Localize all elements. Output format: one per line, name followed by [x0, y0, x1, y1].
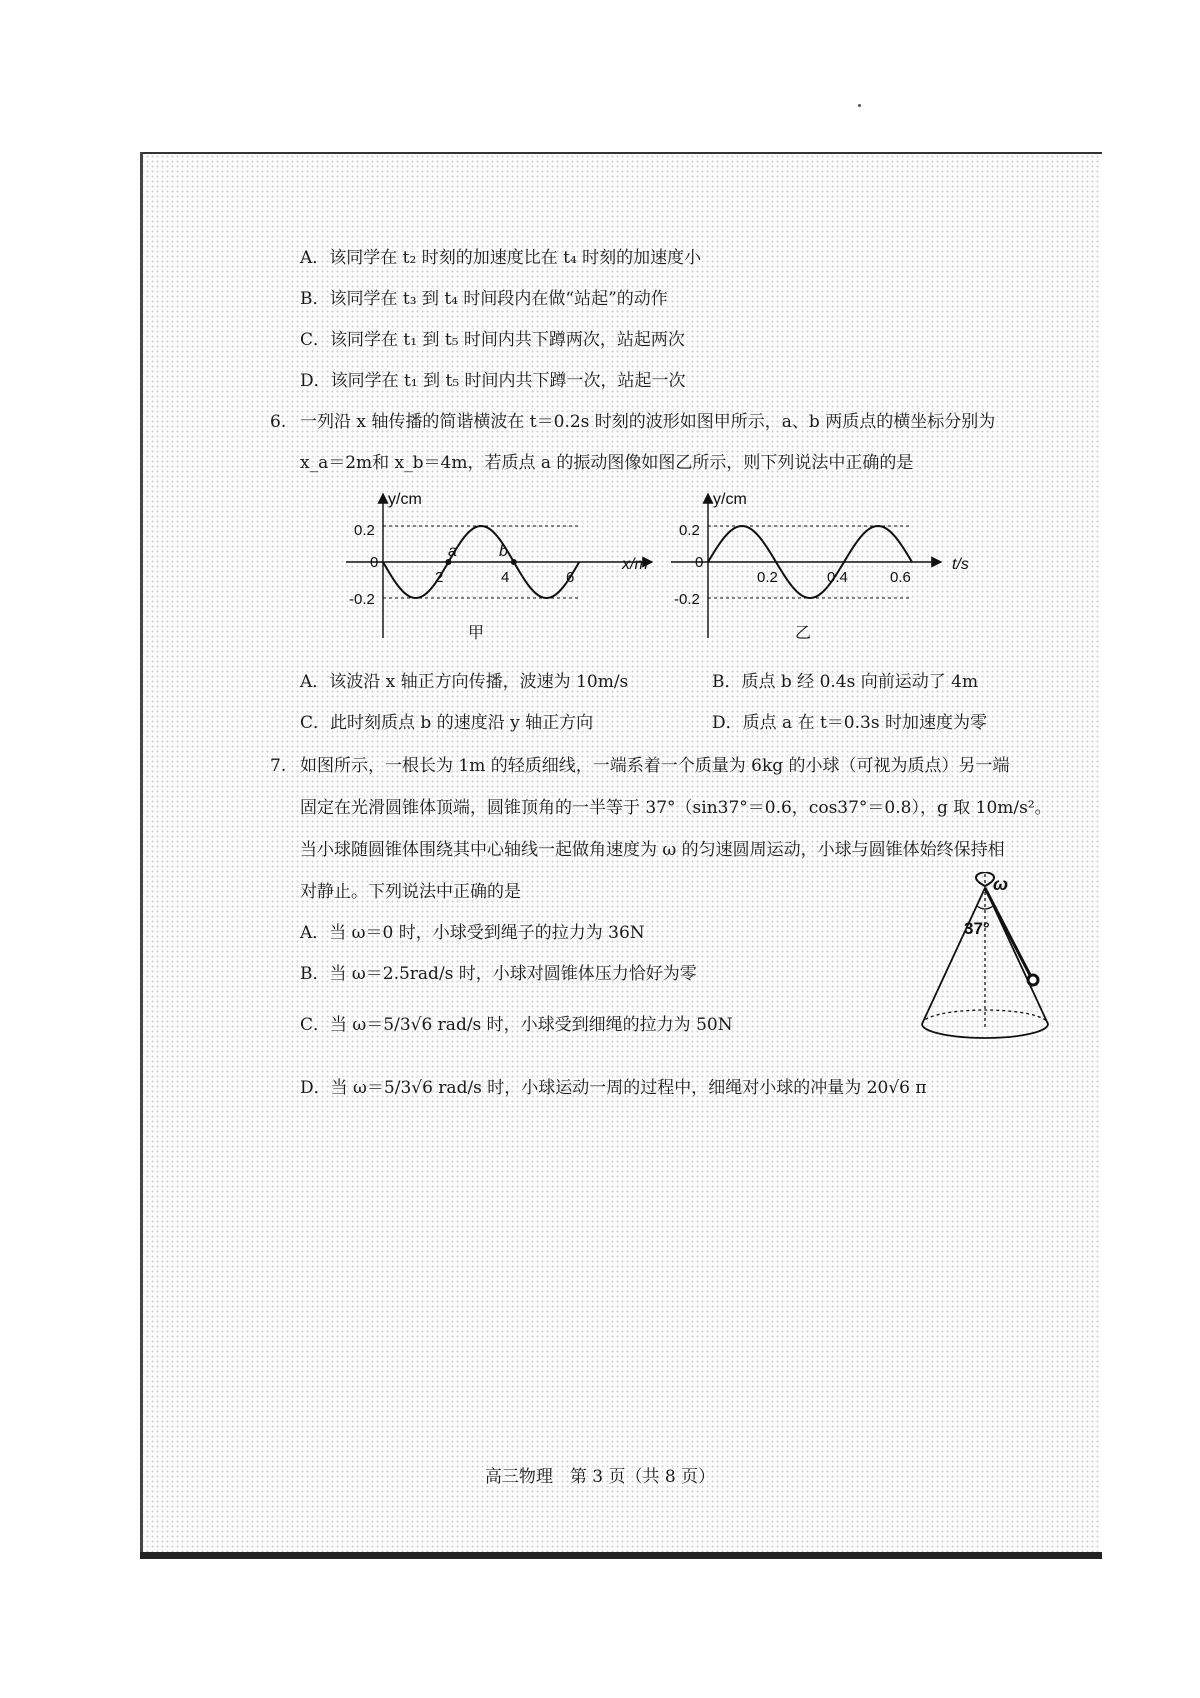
q5-option-c: C．该同学在 t₁ 到 t₅ 时间内共下蹲两次，站起两次: [300, 330, 685, 350]
jia-xtick-4: 4: [501, 569, 510, 586]
jia-y-label: y/cm: [388, 491, 422, 508]
q7-stem-line1: 如图所示，一根长为 1m 的轻质细线，一端系着一个质量为 6kg 的小球（可视为质点）另一端: [300, 756, 1010, 776]
yi-x-label: t/s: [952, 556, 969, 573]
jia-xtick-2: 2: [435, 569, 444, 586]
vibration-graph-yi: [665, 490, 985, 650]
jia-point-b-label: b: [499, 543, 508, 560]
page-footer: 高三物理 第 3 页（共 8 页）: [484, 1467, 716, 1487]
q6-option-d: D．质点 a 在 t＝0.3s 时加速度为零: [712, 713, 987, 733]
q6-stem-line2: x_a＝2m和 x_b＝4m，若质点 a 的振动图像如图乙所示，则下列说法中正确的是: [300, 453, 914, 473]
q5-option-b: B．该同学在 t₃ 到 t₄ 时间段内在做“站起”的动作: [300, 289, 668, 309]
page-edge-bottom: [140, 1552, 1102, 1559]
q7-option-c: C．当 ω＝5/3√6 rad/s 时，小球受到细绳的拉力为 50N: [300, 1015, 733, 1035]
q6-stem-line1: 一列沿 x 轴传播的简谐横波在 t＝0.2s 时刻的波形如图甲所示，a、b 两质点的横坐标分别为: [300, 412, 996, 432]
yi-caption: 乙: [795, 625, 812, 642]
yi-ytick-top: 0.2: [679, 522, 700, 539]
jia-ytick-top: 0.2: [354, 522, 375, 539]
omega-label: ω: [993, 874, 1009, 894]
jia-point-b: [511, 559, 517, 565]
jia-ytick-bottom: -0.2: [349, 591, 375, 608]
angle-label: 37°: [964, 919, 990, 938]
cone-left-edge: [922, 888, 985, 1024]
page-edge-left: [140, 152, 143, 1558]
yi-ytick-zero: 0: [695, 554, 704, 571]
q7-number: 7.: [270, 756, 287, 776]
jia-ytick-zero: 0: [370, 554, 379, 571]
q7-stem-line4: 对静止。下列说法中正确的是: [300, 882, 521, 902]
q7-stem-line2: 固定在光滑圆锥体顶端，圆锥顶角的一半等于 37°（sin37°＝0.6，cos37°＝0.8），g 取 10m/s²。: [300, 798, 1052, 818]
q7-option-a: A．当 ω＝0 时，小球受到绳子的拉力为 36N: [300, 923, 645, 943]
q6-option-c: C．此时刻质点 b 的速度沿 y 轴正方向: [300, 713, 594, 733]
yi-xtick-06: 0.6: [890, 569, 911, 586]
yi-xtick-04: 0.4: [827, 569, 848, 586]
cone-figure: [915, 872, 1085, 1042]
yi-xtick-02: 0.2: [757, 569, 778, 586]
page-edge-top: [140, 152, 1102, 154]
q5-option-a: A．该同学在 t₂ 时刻的加速度比在 t₄ 时刻的加速度小: [300, 248, 702, 268]
q5-option-d: D．该同学在 t₁ 到 t₅ 时间内共下蹲一次，站起一次: [300, 371, 686, 391]
jia-xtick-6: 6: [566, 569, 575, 586]
q7-option-d: D．当 ω＝5/3√6 rad/s 时，小球运动一周的过程中，细绳对小球的冲量为 20√6 π: [300, 1078, 927, 1098]
jia-caption: 甲: [468, 625, 485, 642]
q7-option-b: B．当 ω＝2.5rad/s 时，小球对圆锥体压力恰好为零: [300, 964, 697, 984]
ball: [1028, 975, 1038, 985]
jia-point-a-label: a: [448, 543, 457, 560]
q6-option-a: A．该波沿 x 轴正方向传播，波速为 10m/s: [300, 672, 629, 692]
q6-number: 6.: [270, 412, 287, 432]
wave-graph-jia: [340, 490, 670, 650]
yi-y-label: y/cm: [713, 491, 747, 508]
yi-ytick-bottom: -0.2: [674, 591, 700, 608]
jia-x-label: x/m: [622, 556, 648, 573]
q7-stem-line3: 当小球随圆锥体围绕其中心轴线一起做角速度为 ω 的匀速圆周运动，小球与圆锥体始终保持相: [300, 840, 1005, 860]
string: [985, 888, 1030, 975]
q6-option-b: B．质点 b 经 0.4s 向前运动了 4m: [712, 672, 979, 692]
